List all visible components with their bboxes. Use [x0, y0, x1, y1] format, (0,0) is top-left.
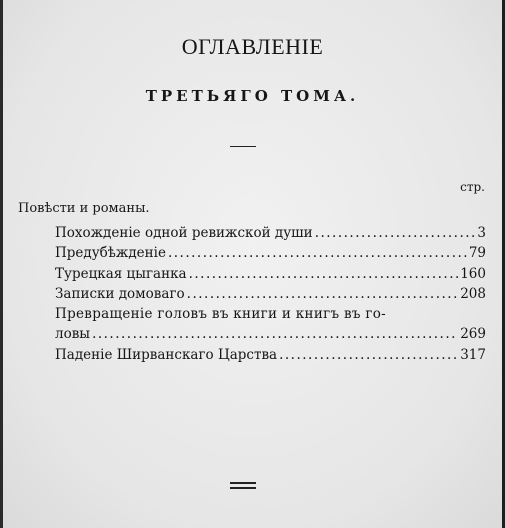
toc-entry-title: Похожденіе одной ревижской души — [55, 225, 313, 241]
page-subtitle: ТРЕТЬЯГО ТОМА. — [145, 87, 360, 105]
page-title: ОГЛАВЛЕНІЕ — [181, 34, 324, 59]
toc-entry-title: Паденіе Ширванскаго Царства — [55, 346, 278, 363]
dot-leader — [92, 326, 458, 342]
end-ornament — [230, 482, 256, 490]
toc-entry-page: 317 — [460, 346, 486, 363]
toc-entry-title-line1: Превращеніе головъ въ книги и книгъ въ го- — [55, 306, 387, 323]
page-edge-left — [0, 0, 3, 528]
table-of-contents — [55, 225, 486, 367]
dot-leader — [279, 347, 458, 363]
toc-entry — [55, 245, 486, 265]
toc-entry-page: 269 — [460, 326, 486, 343]
dot-leader — [187, 286, 459, 302]
toc-entry — [55, 286, 486, 306]
toc-entry-multiline — [55, 306, 486, 347]
dot-leader — [168, 245, 467, 261]
dot-leader — [189, 266, 459, 282]
ornament-line — [230, 487, 256, 489]
toc-entry — [55, 347, 486, 367]
section-heading: Повѣсти и романы. — [18, 201, 150, 216]
title-divider — [230, 146, 256, 147]
toc-entry-continuation — [55, 326, 486, 346]
toc-entry-title: Записки домоваго — [55, 285, 185, 302]
toc-entry-page: 208 — [460, 285, 486, 302]
toc-entry-title: Турецкая цыганка — [55, 265, 187, 282]
toc-entry-page: 79 — [468, 245, 486, 262]
dot-leader — [315, 225, 476, 241]
toc-entry-title-line2: ловы — [55, 326, 91, 343]
toc-entry — [55, 266, 486, 286]
toc-entry — [55, 225, 486, 245]
toc-entry-title: Предубѣжденіе — [55, 245, 166, 262]
toc-entry-page: 3 — [477, 225, 486, 241]
page-column-header: стр. — [460, 180, 485, 194]
toc-entry-page: 160 — [460, 265, 486, 282]
ornament-line — [230, 482, 256, 484]
